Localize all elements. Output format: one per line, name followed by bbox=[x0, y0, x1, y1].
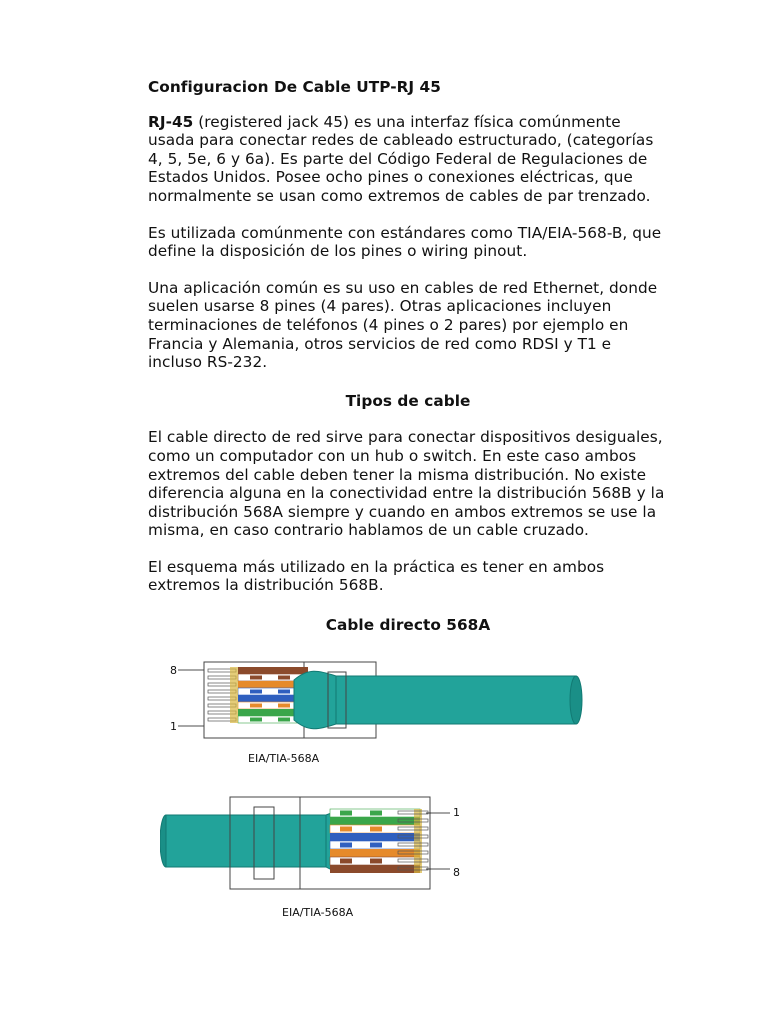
cable-jacket bbox=[294, 671, 336, 729]
pin-label-1: 1 bbox=[453, 806, 460, 819]
paragraph-rj45-text: (registered jack 45) es una interfaz física comúnmente usada para conectar redes de cableado estructurado, (categorías 4, 5, 5e, 6 y 6a). Es parte del Código Federal de Regulaciones de Estados Unidos. Posee ocho pines o conexiones eléctricas, que normalmente se usan como extremos de cables de par trenzado. bbox=[148, 112, 654, 205]
pin-label-8: 8 bbox=[170, 664, 177, 677]
rj45-connector-diagram-1 bbox=[168, 650, 588, 770]
paragraph-applications: Una aplicación común es su uso en cables de red Ethernet, donde suelen usarse 8 pines (4 pares). Otras aplicaciones incluyen terminaciones de teléfonos (4 pines o 2 pares) por ejemplo en Francia y Alemania, otros servicios de red como RDSI y T1 e incluso RS-232. bbox=[148, 278, 658, 372]
heading-cable-568a: Cable directo 568A bbox=[325, 616, 491, 635]
paragraph-scheme: El esquema más utilizado en la práctica es tener en ambos extremos la distribución 568B. bbox=[148, 557, 605, 595]
pin-label-8: 8 bbox=[453, 866, 460, 879]
figure-caption-1: EIA/TIA-568A bbox=[248, 752, 320, 765]
paragraph-standards: Es utilizada comúnmente con estándares como TIA/EIA-568-B, que define la disposición de los pines o wiring pinout. bbox=[148, 223, 662, 261]
page-title: Configuracion De Cable UTP-RJ 45 bbox=[148, 78, 441, 96]
rj45-connector-diagram-2 bbox=[160, 795, 480, 895]
paragraph-straight-cable: El cable directo de red sirve para conectar dispositivos desiguales, como un computador con un hub o switch. En este caso ambos extremos del cable deben tener la misma distribución. No existe diferencia alguna en la conectividad entre la distribución 568B y la distribución 568A siempre y cuando en ambos extremos se use la misma, en caso contrario hablamos de un cable cruzado. bbox=[148, 428, 665, 540]
pin-label-1: 1 bbox=[170, 720, 177, 733]
term-rj45: RJ-45 bbox=[148, 112, 194, 131]
document bbox=[148, 78, 668, 635]
figure-caption-2: EIA/TIA-568A bbox=[282, 906, 354, 919]
wires bbox=[330, 809, 422, 873]
paragraph-rj45 bbox=[148, 113, 668, 206]
heading-cable-types: Tipos de cable bbox=[345, 391, 471, 410]
